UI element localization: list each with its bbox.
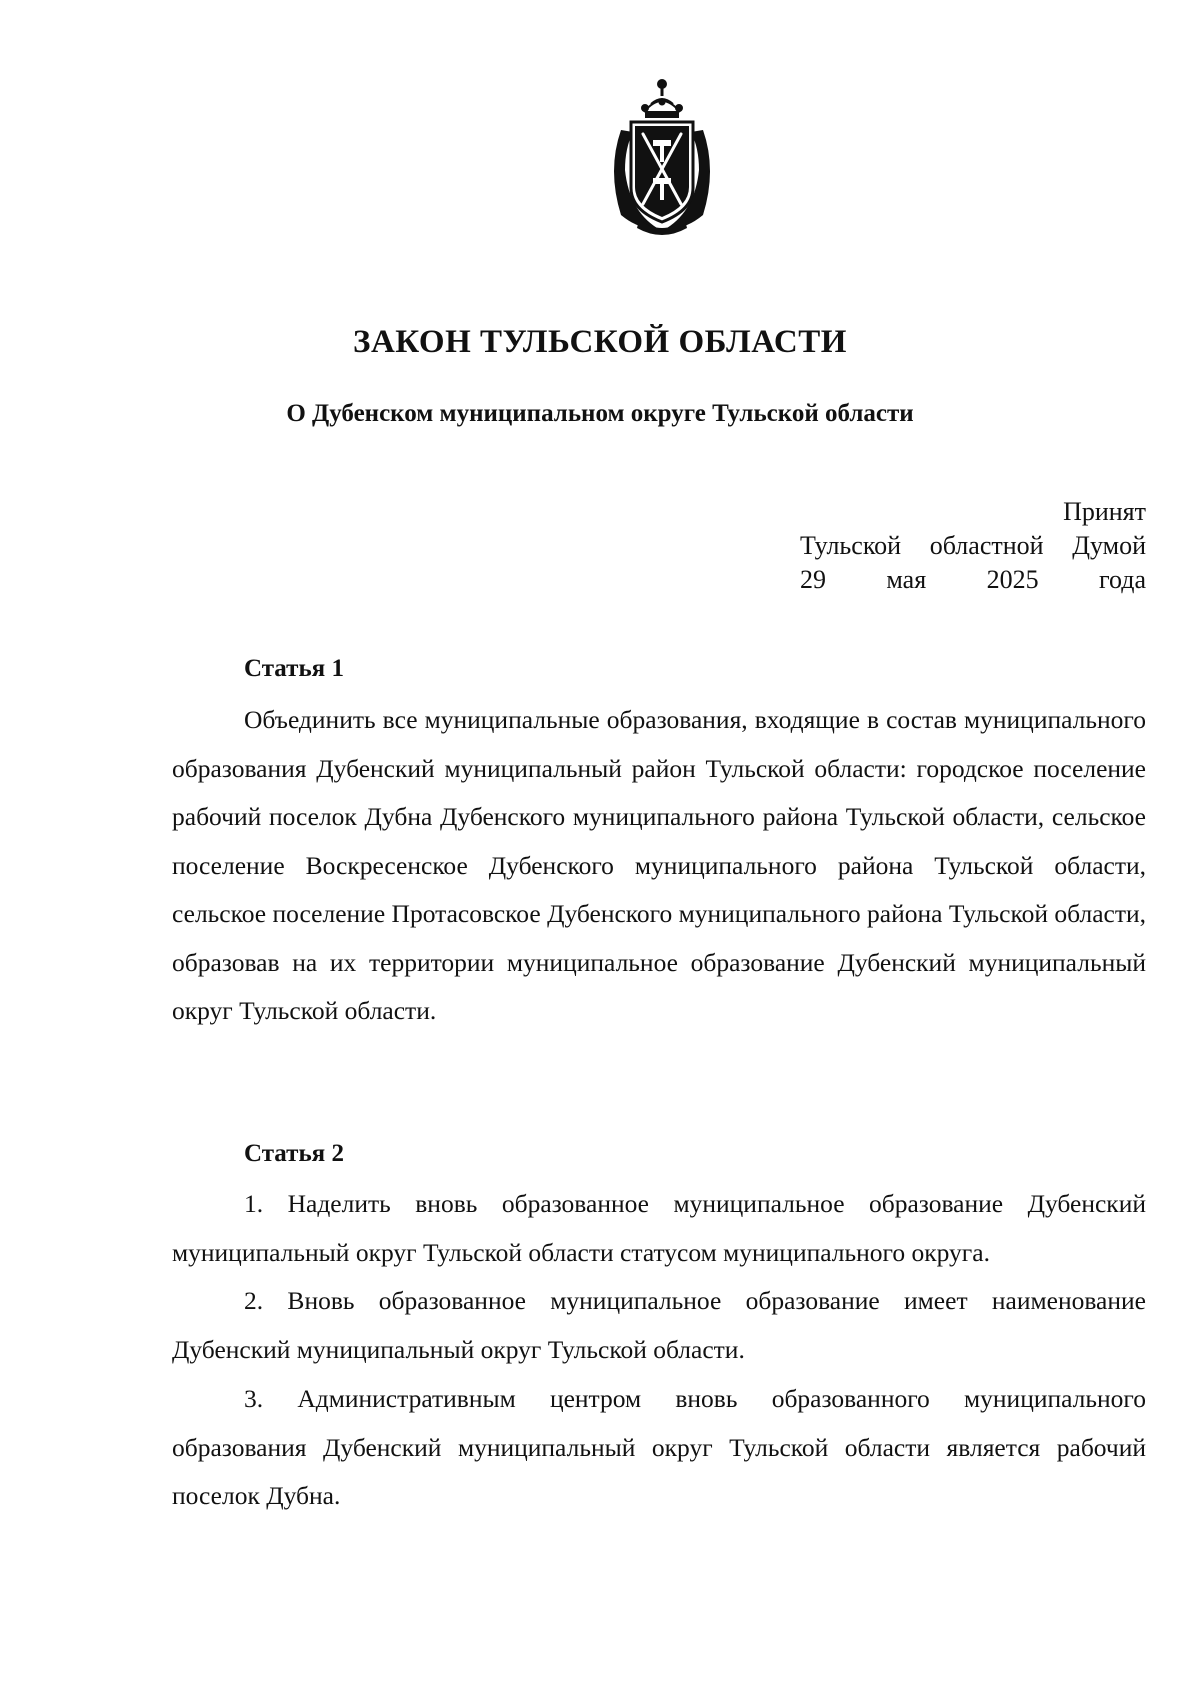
adoption-line-2: Тульской областной Думой <box>800 531 1146 560</box>
adoption-month: мая <box>886 565 927 594</box>
article-2-paragraph-2: 2. Вновь образованное муниципальное образование имеет наименование Дубенский муниципальный округ Тульской области. <box>172 1286 1146 1364</box>
coat-of-arms-emblem <box>599 70 725 240</box>
adoption-suffix: года <box>1098 565 1146 594</box>
adoption-line-1: Принят <box>1063 497 1146 526</box>
adoption-year: 2025 <box>986 565 1039 594</box>
article-1-heading: Статья 1 <box>244 655 344 682</box>
document-title: ЗАКОН ТУЛЬСКОЙ ОБЛАСТИ <box>353 324 847 360</box>
article-2-paragraph-3: 3. Административным центром вновь образованного муниципального образования Дубенский муниципальный округ Тульской области является рабочий поселок Дубна. <box>172 1384 1146 1510</box>
adoption-day: 29 <box>800 565 826 594</box>
article-2-heading: Статья 2 <box>244 1140 344 1167</box>
adoption-date <box>800 563 1146 597</box>
article-1-paragraph: Объединить все муниципальные образования, входящие в состав муниципального образования Дубенский муниципальный район Тульской области: городское поселение рабочий поселок Дубна Дубенского муниципального района Тульской области, сельское поселение Воскресенское Дубенского муниципального района Тульской области, сельское поселение Протасовское Дубенского муниципального района Тульской области, образовав на их территории муниципальное образование Дубенский муниципальный округ Тульской области. <box>172 705 1146 1025</box>
adoption-block <box>800 495 1146 597</box>
document-subtitle: О Дубенском муниципальном округе Тульской области <box>286 400 914 427</box>
article-2-paragraph-1: 1. Наделить вновь образованное муниципальное образование Дубенский муниципальный округ Тульской области статусом муниципального округа. <box>172 1189 1146 1267</box>
